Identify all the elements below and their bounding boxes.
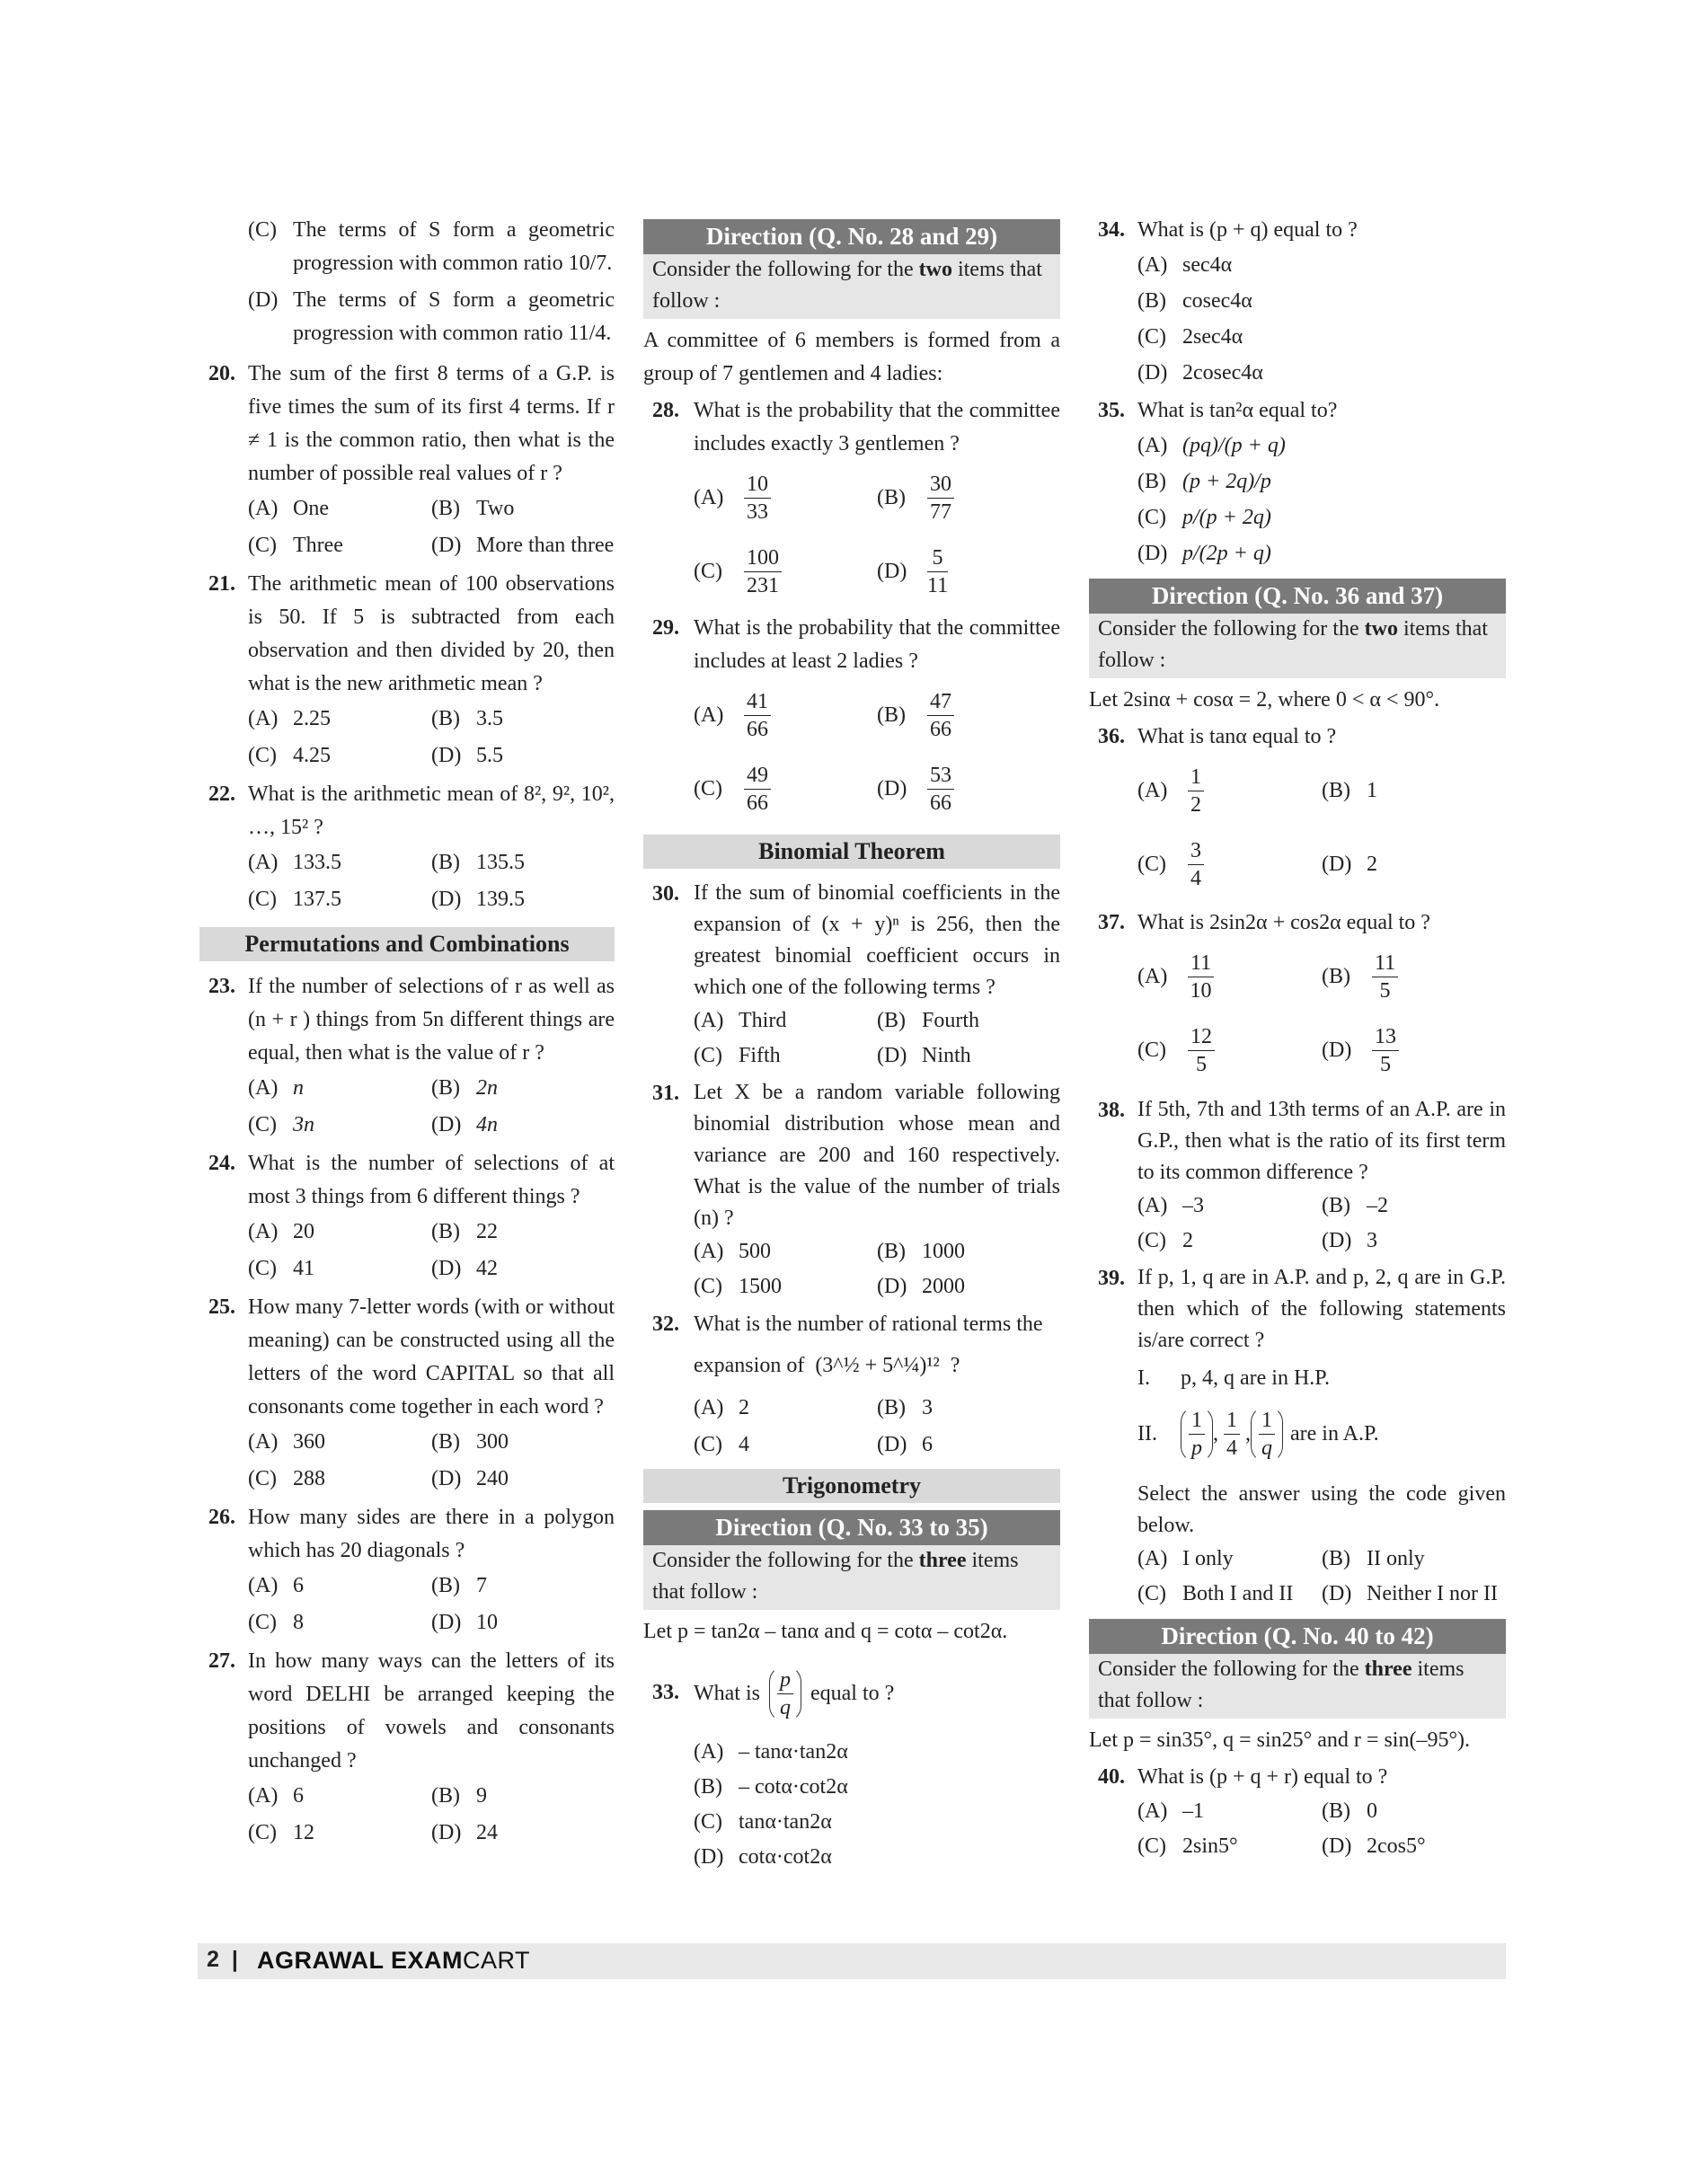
question-21: 21. The arithmetic mean of 100 observations is 50. If 5 is subtracted from each observation and then divided by 20, then what is the new arithmetic mean ? (A) 2.25 (B) 3.5 (C) 4.25 (D) 5.5: [199, 568, 615, 774]
paren-fraction-1: $\frac{1}{p}$: [1181, 1406, 1213, 1463]
statement-1: I. p, 4, q are in H.P.: [1137, 1366, 1330, 1390]
option-b: (B) 2n: [431, 1076, 498, 1100]
question-28: 28. What is the probability that the committee includes exactly 3 gentlemen ? (A) $\frac{10}{33}$ (B) $\frac{30}{77}$ (C) $\frac{100}{231}$ (D) $\frac{5}{11}$: [643, 394, 1060, 608]
option-a: (A) 6: [248, 1574, 304, 1597]
binomial-expression: (3^½ + 5^¼)¹²: [815, 1354, 940, 1377]
options: [694, 461, 1060, 608]
option-d: (D) 6: [877, 1433, 933, 1456]
question-35: 35. What is tan²α equal to? (A) (pq)/(p + q) (B) (p + 2q)/p (C) p/(p + 2q) (D) p/(2p + q): [1089, 394, 1506, 571]
statement-2: II. $\frac{1}{p}$ , $\frac{1}{4}$ , $\frac{1}{q}$ are in A.P.: [1137, 1396, 1506, 1472]
page-footer: [198, 1943, 1506, 1979]
option-b: (B) II only: [1322, 1547, 1425, 1570]
question-27: 27. In how many ways can the letters of its word DELHI be arranged keeping the positions of vowels and consonants unchanged ? (A) 6 (B) 9 (C) 12 (D) 24: [199, 1645, 615, 1852]
question-23: 23. If the number of selections of r as well as (n + r ) things from 5n different things are equal, then what is the value of r ? (A) n (B) 2n (C) 3n (D) 4n: [199, 970, 615, 1144]
options: [248, 1424, 615, 1498]
question-33-text: What is $\frac{p}{q}$ equal to ?: [694, 1656, 1060, 1731]
option-d: (D) 10: [431, 1611, 498, 1634]
option-d: (D) 5.5: [431, 744, 503, 767]
option-b: (B) 1000: [877, 1240, 965, 1263]
options: [248, 701, 615, 774]
option-c: (C) $\frac{3}{4}$: [1137, 827, 1322, 901]
brand-logo: AGRAWAL EXAMCART: [257, 1947, 531, 1974]
option-d: (D) 2cosec4α: [1137, 361, 1263, 385]
option-a: (A) –1: [1137, 1799, 1204, 1823]
section-heading-permutations: Permutations and Combinations: [199, 927, 615, 961]
direction-body-28-29: Consider the following for the two items that follow :: [643, 254, 1060, 319]
option-d: (D) cotα·cot2α: [694, 1845, 832, 1869]
option-d: (D) 240: [431, 1467, 509, 1490]
option-a: (A) 6: [248, 1784, 304, 1808]
fraction-2: $\frac{1}{4}$: [1224, 1407, 1240, 1462]
direction-heading-36-37: Direction (Q. No. 36 and 37): [1089, 579, 1506, 614]
direction-text-36-37: Let 2sinα + cosα = 2, where 0 < α < 90°.: [1089, 688, 1440, 712]
option-a: (A) – tanα·tan2α: [694, 1740, 848, 1764]
options: [248, 491, 615, 564]
question-20: 20. The sum of the first 8 terms of a G.P. is five times the sum of its first 4 terms. If r ≠ 1 is the common ratio, then what is the number of possible real values of r ? (A) One (B) Two (C) Three (D) More than three: [199, 358, 615, 564]
option-d: (D) More than three: [431, 534, 615, 557]
options: [694, 1234, 1060, 1304]
option-d: (D) 2cos5°: [1322, 1834, 1426, 1858]
direction-heading-33-35: Direction (Q. No. 33 to 35): [643, 1510, 1060, 1545]
option-b: (B) $\frac{47}{66}$: [877, 678, 1060, 752]
question-32-expression-line: expansion of (3^½ + 5^¼)¹² ?: [694, 1354, 960, 1377]
option-a: (A) Third: [694, 1009, 787, 1032]
question-33: 33. What is $\frac{p}{q}$ equal to ? (A) – tanα·tan2α (B) – cotα·cot2α (C) tanα·tan2α (D) cotα·cot2α: [643, 1656, 1060, 1875]
options: [248, 1214, 615, 1287]
option-c: (C) 137.5: [248, 888, 341, 911]
option-d: (D) p/(2p + q): [1137, 542, 1271, 565]
option-a: (A) 500: [694, 1240, 771, 1263]
option-c: (C) 288: [248, 1467, 325, 1490]
options: [694, 678, 1060, 826]
option-a: (A) 2: [694, 1396, 749, 1419]
option-d: (D) Ninth: [877, 1044, 971, 1067]
option-b: (B) Fourth: [877, 1009, 980, 1032]
option-d: (D) $\frac{53}{66}$: [877, 752, 1060, 826]
option-a: (A) $\frac{10}{33}$: [694, 461, 877, 535]
option-d: (D) $\frac{5}{11}$: [877, 545, 949, 597]
option-b: (B) $\frac{30}{77}$: [877, 461, 1060, 535]
option-c: (C) Three: [248, 534, 343, 557]
option-c: (C) 8: [248, 1611, 304, 1634]
question-37: 37. What is 2sin2α + cos2α equal to ? (A) $\frac{11}{10}$ (B) $\frac{11}{5}$ (C) $\frac{12}{5}$ (D) $\frac{13}{5}$: [1089, 906, 1506, 1087]
option-a: (A) $\frac{41}{66}$: [694, 678, 877, 752]
direction-text-28-29: A committee of 6 members is formed from a group of 7 gentlemen and 4 ladies:: [643, 329, 1060, 385]
options: [248, 1568, 615, 1641]
option-b: (B) 135.5: [431, 851, 525, 874]
option-d: (D) 139.5: [431, 888, 525, 911]
question-38: 38. If 5th, 7th and 13th terms of an A.P. are in G.P., then what is the ratio of its first term to its common difference ? (A) –3 (B) –2 (C) 2 (D) 3: [1089, 1094, 1506, 1259]
options: [1137, 428, 1506, 571]
option-a: (A) I only: [1137, 1547, 1234, 1570]
options: [1137, 247, 1506, 391]
option-b: (B) 3.5: [431, 707, 503, 730]
option-d: (D) 4n: [431, 1113, 498, 1136]
option-d: (D) 3: [1322, 1229, 1377, 1252]
direction-body-33-35: Consider the following for the three items that follow :: [643, 1545, 1060, 1610]
option-b: (B) Two: [431, 497, 515, 520]
option-d: (D) The terms of S form a geometric progression with common ratio 11/4.: [248, 288, 615, 345]
option-a: (A) 20: [248, 1220, 314, 1243]
option-a: (A) 133.5: [248, 851, 341, 874]
option-a: (A) n: [248, 1076, 304, 1100]
options: [1137, 1189, 1506, 1259]
option-b: (B) 3: [877, 1396, 933, 1419]
question-29: 29. What is the probability that the committee includes at least 2 ladies ? (A) $\frac{41}{66}$ (B) $\frac{47}{66}$ (C) $\frac{49}{66}$ (D) $\frac{53}{66}$: [643, 612, 1060, 826]
options: [694, 1390, 1060, 1463]
option-a: (A) 2.25: [248, 707, 331, 730]
option-d: (D) 2000: [877, 1275, 965, 1298]
options: [1137, 754, 1506, 901]
option-a: (A) 360: [248, 1430, 325, 1454]
direction-heading-40-42: Direction (Q. No. 40 to 42): [1089, 1619, 1506, 1654]
option-c: (C) 4.25: [248, 744, 331, 767]
option-d: (D) $\frac{13}{5}$: [1322, 1013, 1506, 1087]
question-26: 26. How many sides are there in a polygon which has 20 diagonals ? (A) 6 (B) 7 (C) 8 (D) 10: [199, 1501, 615, 1641]
option-c: (C) 2sec4α: [1137, 325, 1243, 349]
option-c: (C) The terms of S form a geometric progression with common ratio 10/7.: [248, 218, 615, 275]
question-39: 39. If p, 1, q are in A.P. and p, 2, q are in G.P. then which of the following statements is/are correct ? I. p, 4, q are in H.P. II. $\frac{1}{p}$ , $\frac{1}{4}$ , $\frac{1}{q}$ are in A.P. Select the answer using the code given below. (A) I only (B) II only (C) Both I and II (D) Neither I nor II: [1089, 1262, 1506, 1612]
option-b: (B) – cotα·cot2α: [694, 1775, 848, 1799]
option-d: (D) 24: [431, 1821, 498, 1844]
options: [248, 1778, 615, 1852]
options: [694, 1003, 1060, 1074]
question-30: 30. If the sum of binomial coefficients in the expansion of (x + y)ⁿ is 256, then the greatest binomial coefficient occurs in which one of the following terms ? (A) Third (B) Fourth (C) Fifth (D) Ninth: [643, 878, 1060, 1074]
question-25: 25. How many 7-letter words (with or without meaning) can be constructed using all the letters of the word CAPITAL so that all consonants come together in each word ? (A) 360 (B) 300 (C) 288 (D) 240: [199, 1291, 615, 1498]
direction-heading-28-29: Direction (Q. No. 28 and 29): [643, 219, 1060, 254]
option-b: (B) 1: [1322, 778, 1377, 802]
direction-body-40-42: Consider the following for the three items that follow :: [1089, 1654, 1506, 1719]
option-c: (C) 12: [248, 1821, 314, 1844]
direction-text-33-35: Let p = tan2α – tanα and q = cotα – cot2α.: [643, 1620, 1008, 1643]
option-c: (C) 2sin5°: [1137, 1834, 1238, 1858]
section-heading-trigonometry: Trigonometry: [643, 1469, 1060, 1503]
option-a: (A) $\frac{1}{2}$: [1137, 754, 1322, 827]
direction-body-36-37: Consider the following for the two items that follow :: [1089, 614, 1506, 678]
option-d: (D) 2: [1322, 852, 1377, 876]
option-b: (B) (p + 2q)/p: [1137, 470, 1271, 493]
question-40: 40. What is (p + q + r) equal to ? (A) –1 (B) 0 (C) 2sin5° (D) 2cos5°: [1089, 1761, 1506, 1864]
option-b: (B) 300: [431, 1430, 509, 1454]
option-d: (D) Neither I nor II: [1322, 1582, 1498, 1605]
options: [248, 844, 615, 918]
option-a: (A) sec4α: [1137, 253, 1233, 277]
option-a: (A) One: [248, 497, 329, 520]
option-a: (A) (pq)/(p + q): [1137, 434, 1286, 457]
question-31: 31. Let X be a random variable following binomial distribution whose mean and variance are 200 and 160 respectively. What is the value of the number of trials (n) ? (A) 500 (B) 1000 (C) 1500 (D) 2000: [643, 1077, 1060, 1304]
option-d: (D) 42: [431, 1257, 498, 1280]
option-b: (B) 0: [1322, 1799, 1377, 1823]
column-right: [1089, 214, 1506, 1864]
section-heading-binomial: Binomial Theorem: [643, 835, 1060, 869]
paren-fraction: $\frac{p}{q}$: [769, 1666, 801, 1722]
options: [1137, 1542, 1506, 1612]
option-b: (B) $\frac{11}{5}$: [1322, 940, 1506, 1013]
option-a: (A) –3: [1137, 1194, 1204, 1217]
options: [694, 1735, 1060, 1875]
question-36: 36. What is tanα equal to ? (A) $\frac{1}{2}$ (B) 1 (C) $\frac{3}{4}$ (D) 2: [1089, 720, 1506, 901]
option-c: (C) $\frac{100}{231}$: [694, 535, 877, 608]
column-left: [199, 214, 615, 1852]
option-a: (A) $\frac{11}{10}$: [1137, 940, 1322, 1013]
option-c: (C) 41: [248, 1257, 314, 1280]
column-middle: [643, 214, 1060, 1875]
option-c: (C) Fifth: [694, 1044, 781, 1067]
options: [1137, 1794, 1506, 1864]
option-b: (B) –2: [1322, 1194, 1388, 1217]
option-c: (C) p/(p + 2q): [1137, 506, 1271, 529]
question-22: 22. What is the arithmetic mean of 8², 9², 10², …, 15² ? (A) 133.5 (B) 135.5 (C) 137.5 (D) 139.5: [199, 778, 615, 918]
option-b: (B) 9: [431, 1784, 487, 1808]
option-c: (C) 4: [694, 1433, 749, 1456]
option-c: (C) tanα·tan2α: [694, 1810, 832, 1834]
page-number: 2 |: [207, 1947, 238, 1972]
option-c: (C) 1500: [694, 1275, 782, 1298]
option-c: (C) 3n: [248, 1113, 314, 1136]
option-c: (C) $\frac{49}{66}$: [694, 752, 877, 826]
direction-text-40-42: Let p = sin35°, q = sin25° and r = sin(–95°).: [1089, 1728, 1471, 1752]
question-19-continued: [199, 214, 615, 350]
option-b: (B) 22: [431, 1220, 498, 1243]
option-b: (B) cosec4α: [1137, 289, 1252, 313]
question-24: 24. What is the number of selections of at most 3 things from 6 different things ? (A) 20 (B) 22 (C) 41 (D) 42: [199, 1147, 615, 1287]
question-32: 32. What is the number of rational terms the expansion of (3^½ + 5^¼)¹² ? (A) 2 (B) 3 (C) 4 (D) 6: [643, 1308, 1060, 1463]
options: [1137, 940, 1506, 1087]
question-34: 34. What is (p + q) equal to ? (A) sec4α (B) cosec4α (C) 2sec4α (D) 2cosec4α: [1089, 214, 1506, 391]
options: [248, 1070, 615, 1144]
option-c: (C) $\frac{12}{5}$: [1137, 1013, 1322, 1087]
option-b: (B) 7: [431, 1574, 487, 1597]
paren-fraction-3: $\frac{1}{q}$: [1251, 1406, 1283, 1463]
option-c: (C) Both I and II: [1137, 1582, 1294, 1605]
option-c: (C) 2: [1137, 1229, 1193, 1252]
